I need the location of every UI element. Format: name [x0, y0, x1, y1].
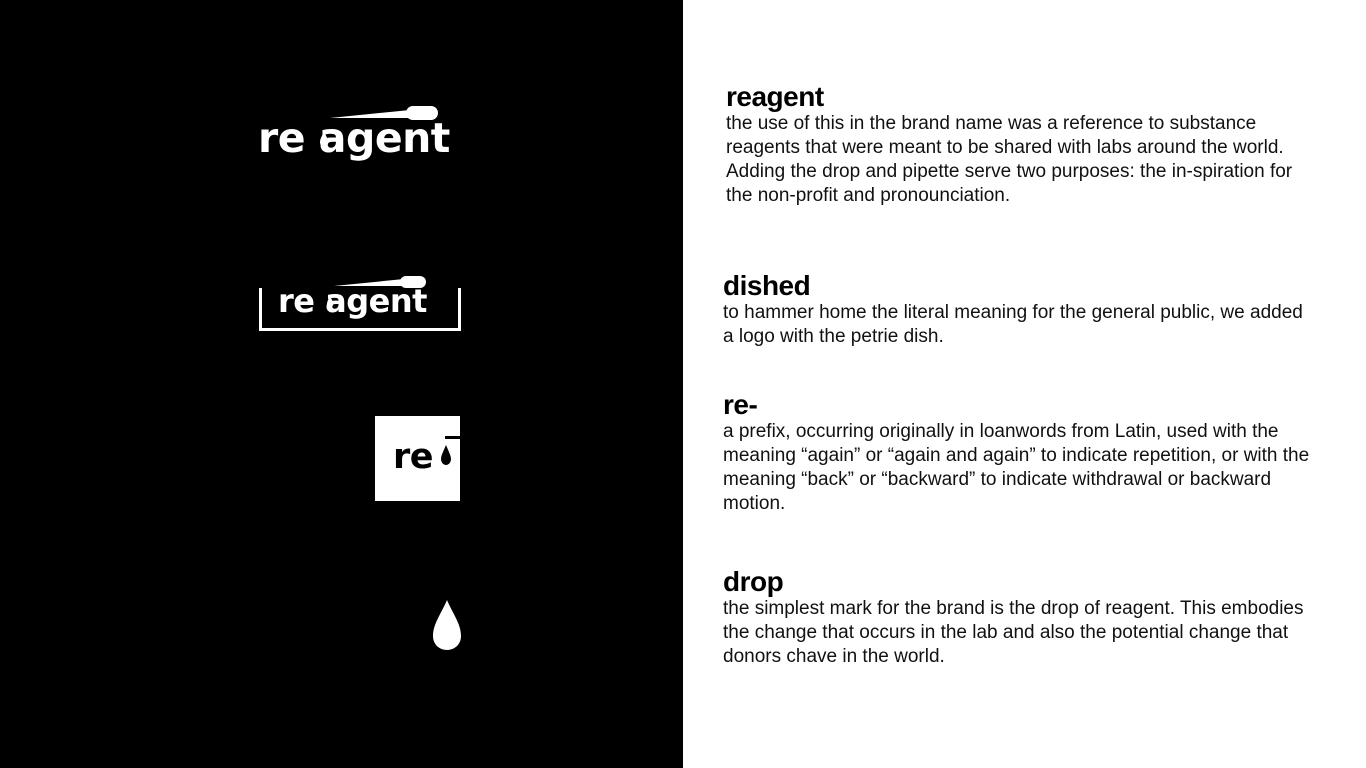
entry-dished — [723, 271, 1313, 349]
reagent-dished-text: re agent — [278, 282, 427, 320]
entry-text: the simplest mark for the brand is the drop of reagent. This embodies the change that occurs in the lab and also the potential change that donors chave in the world. — [723, 598, 1304, 667]
entry-text: to hammer home the literal meaning for the general public, we added a logo with the petrie dish. — [723, 302, 1303, 347]
entry-text: a prefix, occurring originally in loanwords from Latin, used with the meaning “again” or “again and again” to indicate repetition, or with the meaning “back” or “backward” to indicate withdrawal or backward motion. — [723, 421, 1310, 514]
drop-icon — [439, 443, 453, 467]
entry-text: the use of this in the brand name was a reference to substance reagents that were meant to be shared with labs around the world. Adding the drop and pipette serve two purposes: the in-spiration for the non-profit and pronounciation. — [726, 113, 1293, 206]
entry-reagent — [726, 82, 1306, 208]
re-square-logo — [375, 416, 460, 501]
entry-drop — [723, 567, 1313, 669]
reagent-wordmark-text: re agent — [258, 114, 450, 162]
drop-icon — [432, 600, 462, 652]
pipette-tip-bar — [445, 436, 460, 439]
entry-title: reagent — [726, 81, 824, 112]
reagent-wordmark-logo — [258, 102, 462, 168]
entry-title: drop — [723, 566, 784, 597]
entry-title: dished — [723, 270, 811, 301]
reagent-dished-logo — [258, 270, 462, 336]
entry-title: re- — [723, 389, 758, 420]
re-logo-text: re — [393, 437, 433, 477]
entry-re-prefix — [723, 390, 1323, 516]
